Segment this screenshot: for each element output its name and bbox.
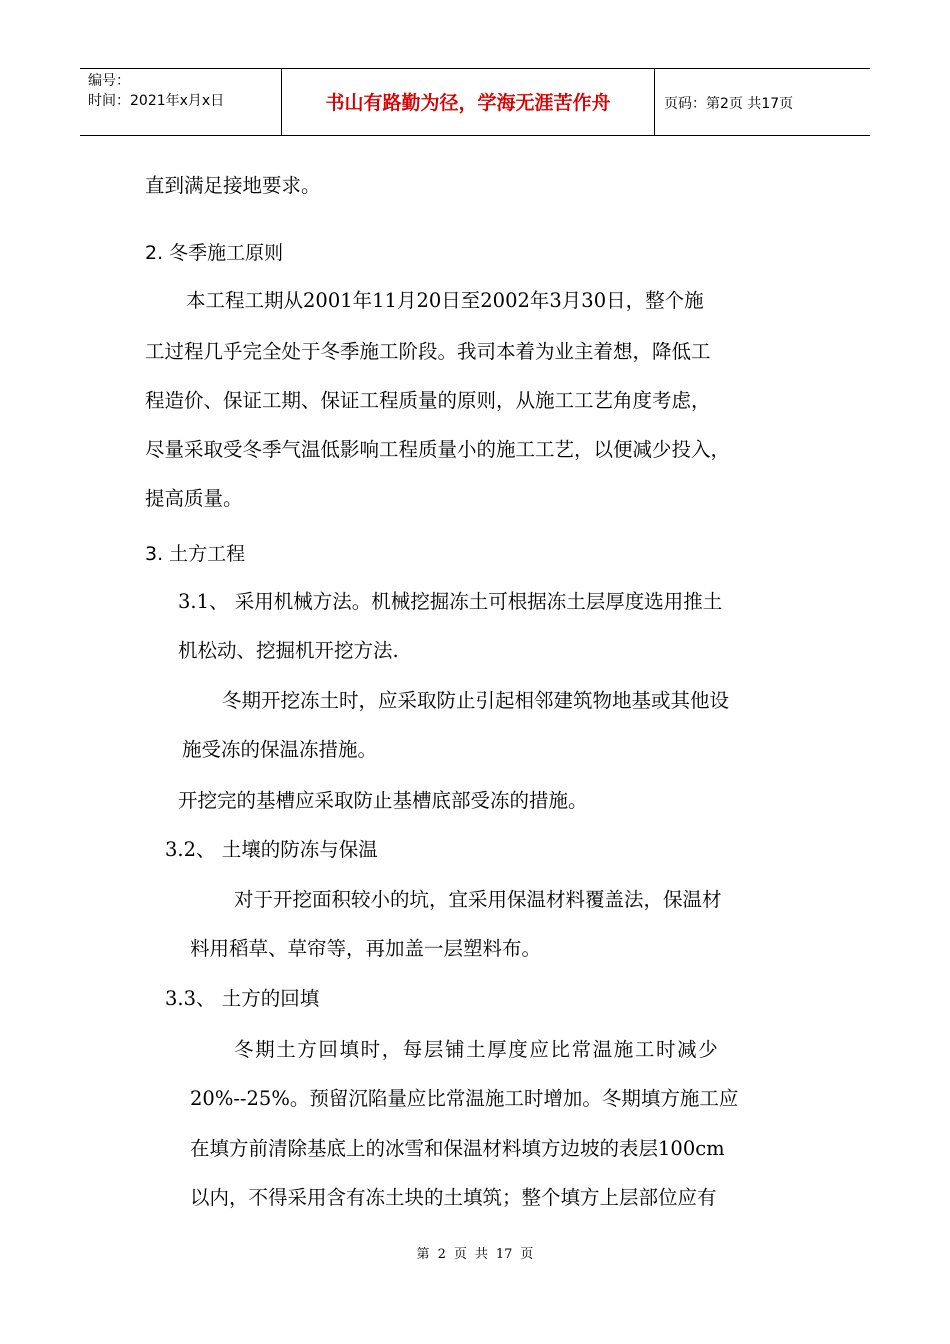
- footer-page-word: 第: [416, 1247, 430, 1262]
- body-line: 3.1、 采用机械方法。机械挖掘冻土可根据冻土层厚度选用推土: [178, 590, 723, 613]
- page-footer: [0, 1246, 950, 1264]
- body-line: 程造价、保证工期、保证工程质量的原则，从施工工艺角度考虑，: [145, 389, 711, 412]
- subsection-heading: 3.3、 土方的回填: [165, 987, 320, 1010]
- footer-page-unit: 页: [453, 1247, 467, 1262]
- section-heading-3: 3. 土方工程: [145, 543, 246, 565]
- header-number-label: 编号：: [88, 73, 130, 89]
- footer-total-number: 17: [495, 1247, 513, 1262]
- header-page-info: 页码：第2页 共17页: [664, 96, 794, 112]
- body-line: 本工程工期从2001年11月20日至2002年3月30日，整个施: [186, 289, 704, 312]
- body-line: 20%--25%。预留沉陷量应比常温施工时增加。冬期填方施工应: [190, 1087, 739, 1110]
- body-line: 以内，不得采用含有冻土块的土填筑；整个填方上层部位应有: [190, 1186, 717, 1209]
- header-divider-right: [654, 68, 655, 135]
- body-line: 尽量采取受冬季气温低影响工程质量小的施工工艺，以便减少投入，: [145, 438, 731, 461]
- header-bottom-rule: [80, 135, 870, 136]
- header-top-rule: [80, 68, 870, 69]
- body-line: 提高质量。: [145, 487, 243, 510]
- subsection-heading: 3.2、 土壤的防冻与保温: [165, 838, 378, 861]
- body-line: 料用稻草、草帘等，再加盖一层塑料布。: [190, 937, 542, 960]
- body-line: 机松动、挖掘机开挖方法.: [178, 639, 399, 662]
- body-line: 工过程几乎完全处于冬季施工阶段。我司本着为业主着想，降低工: [145, 340, 711, 363]
- footer-page-number: 2: [437, 1247, 446, 1262]
- body-line: 直到满足接地要求。: [145, 174, 321, 197]
- body-line: 在填方前清除基底上的冰雪和保温材料填方边坡的表层100cm: [190, 1137, 725, 1160]
- footer-total-word: 共: [474, 1247, 488, 1262]
- section-heading-2: 2. 冬季施工原则: [145, 242, 284, 264]
- body-line: 施受冻的保温冻措施。: [182, 738, 378, 761]
- body-line: 冬期土方回填时，每层铺土厚度应比常温施工时减少: [234, 1038, 720, 1061]
- body-line: 对于开挖面积较小的坑，宜采用保温材料覆盖法，保温材: [234, 888, 722, 911]
- footer-total-unit: 页: [520, 1247, 534, 1262]
- body-line: 冬期开挖冻土时，应采取防止引起相邻建筑物地基或其他设: [222, 689, 730, 712]
- header-motto: 书山有路勤为径，学海无涯苦作舟: [325, 92, 611, 114]
- body-line: 开挖完的基槽应采取防止基槽底部受冻的措施。: [178, 789, 588, 812]
- header-time-label: 时间：2021年x月x日: [88, 93, 225, 109]
